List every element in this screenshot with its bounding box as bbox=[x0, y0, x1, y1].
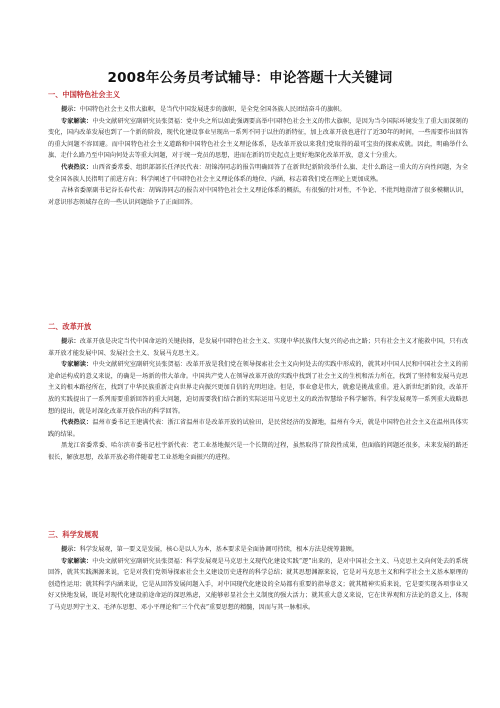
paragraph bbox=[48, 162, 468, 185]
paragraph bbox=[48, 116, 468, 162]
paragraph-label: 提示： bbox=[61, 106, 80, 113]
section-3 bbox=[48, 530, 468, 614]
paragraph bbox=[48, 185, 468, 208]
section-2 bbox=[48, 322, 468, 464]
paragraph-label: 专家解读： bbox=[61, 117, 93, 125]
paragraph-text: 中央文献研究室副研究员张贺福：党中央之所以如此强调要高举中国特色社会主义的伟大旗帜，是因为当今国际环境发生了重大而深刻的变化，国内改革发展也到了一个新的阶段，现代化建设事业呈现出一系列不同于以往的新特征，加上改革开放也进行了近30年的时间，一些需要作出回答的重大问题不容回避。而中国特色社会主义道路和中国特色社会主义理论体系，是改革开放以来我们党取得的最可宝贵的探索成就。因此，明确举什么旗、走什么路乃至中国向何处去等重大问题，对于统一党员的思想，进而在新的历史起点上更好地深化改革开放，意义十分重大。 bbox=[48, 117, 469, 160]
paragraph bbox=[48, 544, 468, 556]
paragraph-label: 代表热议： bbox=[61, 419, 93, 427]
paragraph-text: 温州市委书记王建满代表：浙江省温州市是改革开放的试验田，是民营经济的发源地，温州有今天，就是中国特色社会主义在温州具体实践的结果。 bbox=[48, 419, 469, 438]
section-heading: 三、科学发展观 bbox=[48, 530, 99, 539]
section-1 bbox=[48, 90, 468, 208]
paragraph bbox=[48, 440, 468, 463]
document-title: 2008年公务员考试辅导：申论答题十大关键词 bbox=[107, 70, 393, 86]
paragraph bbox=[48, 336, 468, 359]
paragraph-text: 科学发展观，第一要义是发展，核心是以人为本，基本要求是全面协调可持续，根本方法是统筹兼顾。 bbox=[79, 546, 358, 553]
section-heading: 一、中国特色社会主义 bbox=[48, 90, 120, 99]
paragraph-text: 中国特色社会主义伟大旗帜，是当代中国发展进步的旗帜，是全党全国各族人民团结奋斗的旗帜。 bbox=[79, 106, 346, 113]
paragraph-text: 改革开放是决定当代中国命运的关键抉择，是发展中国特色社会主义、实现中华民族伟大复兴的必由之路；只有社会主义才能救中国，只有改革开放才能发展中国、发展社会主义、发展马克思主义。 bbox=[48, 338, 469, 357]
paragraph-text: 吉林省委原副书记谷长春代表：胡锦涛同志的报告对中国特色社会主义理论体系的概括，有很强的针对性，不争论、不批判地澄清了很多模糊认识，对意识形态领域存在的一些认识问题给予了正面回答。 bbox=[48, 187, 468, 206]
paragraph bbox=[48, 104, 468, 116]
paragraph-text: 中央文献研究室副研究员张贺福：改革开放是我们党在领导探索社会主义向何处去的实践中形成的，就其对中国人民和中国社会主义的前途命运构成的意义来说，的确是一场新的伟大革命。中国共产党人在领导改革开放的实践中找到了社会主义的生机和活力所在，找到了坚持和发展马克思主义的根本路径所在，找到了中华民族重新走向世界走向振兴更加自信的光明坦途。但是，事业愈是伟大，就愈是挑战重重。进入新世纪新阶段，改革开放的实践提出了一系列需要重新回答的重大问题，迫切需要我们结合新的实际运用马克思主义的政治智慧给予科学解答。科学发展观等一系列重大战略思想的提出，就是对深化改革开放作出的科学回答。 bbox=[48, 361, 469, 415]
paragraph bbox=[48, 556, 468, 614]
paragraph-label: 专家解读： bbox=[61, 557, 93, 565]
paragraph-text: 中央文献研究室副研究员张贺福：科学发展观是马克思主义现代化建设实践“逻”出来的，是对中国社会主义、马克思主义向何处去的系统回答，就其实践渊源来说，它是对我们党领导探索社会主义建设历史进程的科学总结；就其思想渊源来说，它是对马克思主义和科学社会主义基本原理的创造性运用；就其科学内涵来说，它是从回答发展问题入手，对中国现代化建设的全局都有重要的指导意义；就其精神实质来说，它是要实现各项事业又好又快地发展，既是对现代化建设前途命运的深思熟虑，又能够彰显社会主义制度的强大活力；就其重大意义来说，它在世界观和方法论的意义上，体现了马克思列宁主义、毛泽东思想、邓小平理论和“三个代表”重要思想的精髓，因而与其一脉相承。 bbox=[48, 557, 468, 611]
section-heading: 二、改革开放 bbox=[48, 322, 92, 331]
paragraph-label: 提示： bbox=[61, 338, 80, 345]
paragraph-label: 提示： bbox=[61, 546, 80, 553]
paragraph bbox=[48, 417, 468, 440]
paragraph bbox=[48, 359, 468, 417]
paragraph-label: 代表热议： bbox=[61, 163, 93, 171]
paragraph-label: 专家解读： bbox=[61, 361, 93, 369]
paragraph-text: 黑龙江省委常委、哈尔滨市委书记杜宇新代表：老工业基地振兴是一个长期的过程，虽然取得了阶段性成果，但面临的问题还很多，未来发展的路还很长，解放思想，改革开放必将伴随着老工业基地全面振兴的进程。 bbox=[48, 442, 468, 461]
paragraph-text: 山西省委常委、组织部部长任泽民代表：胡锦涛同志的报告明确回答了在新世纪新阶段举什么旗、走什么路这一重大的方向性问题，为全党全国各族人民指明了前进方向；科学阐述了中国特色社会主义理论体系的地位、内涵，标志着我们党在理论上更加成熟。 bbox=[48, 163, 469, 183]
